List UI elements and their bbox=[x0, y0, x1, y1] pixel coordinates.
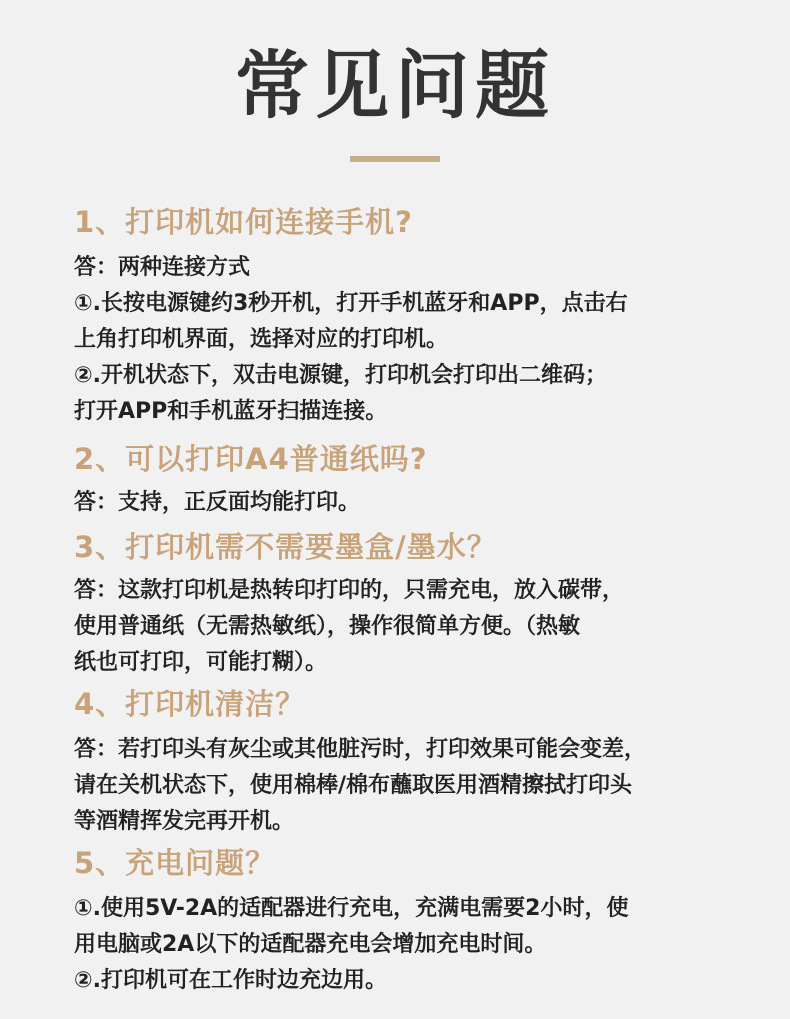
faq-answer-4 bbox=[74, 732, 754, 840]
faq-answer-line: 使用普通纸（无需热敏纸），操作很简单方便。（热敏 bbox=[74, 614, 581, 639]
faq-question-5: 5、充电问题？ bbox=[74, 846, 276, 880]
faq-answer-line: ①.使用5V-2A的适配器进行充电，充满电需要2小时，使 bbox=[74, 896, 629, 921]
faq-answer-2 bbox=[74, 485, 754, 521]
faq-question-3: 3、打印机需不需要墨盒/墨水？ bbox=[74, 530, 497, 564]
faq-answer-line: 答：两种连接方式 bbox=[74, 255, 251, 280]
faq-item-1 bbox=[74, 204, 754, 430]
faq-answer-line: ①.长按电源键约3秒开机，打开手机蓝牙和APP，点击右 bbox=[74, 291, 628, 316]
faq-question-1: 1、打印机如何连接手机? bbox=[74, 205, 414, 239]
faq-answer-line: 打开APP和手机蓝牙扫描连接。 bbox=[74, 399, 388, 424]
faq-answer-line: 等酒精挥发完再开机。 bbox=[74, 809, 295, 834]
faq-item-2 bbox=[74, 441, 754, 521]
faq-answer-line: 纸也可打印，可能打糊）。 bbox=[74, 650, 328, 675]
faq-item-3 bbox=[74, 529, 754, 681]
faq-answer-line: ②.开机状态下，双击电源键，打印机会打印出二维码； bbox=[74, 363, 607, 388]
faq-answer-5 bbox=[74, 891, 754, 999]
faq-question-2: 2、可以打印A4普通纸吗? bbox=[74, 442, 428, 476]
faq-item-4 bbox=[74, 686, 754, 840]
faq-answer-line: 用电脑或2A以下的适配器充电会增加充电时间。 bbox=[74, 932, 547, 957]
faq-answer-line: 答：支持，正反面均能打印。 bbox=[74, 490, 361, 515]
faq-item-5 bbox=[74, 845, 754, 999]
faq-answer-line: ②.打印机可在工作时边充边用。 bbox=[74, 968, 387, 993]
faq-answer-line: 答：若打印头有灰尘或其他脏污时，打印效果可能会变差， bbox=[74, 737, 647, 762]
faq-answer-line: 请在关机状态下，使用棉棒/棉布蘸取医用酒精擦拭打印头 bbox=[74, 773, 633, 798]
faq-answer-line: 上角打印机界面，选择对应的打印机。 bbox=[74, 327, 449, 352]
faq-question-4: 4、打印机清洁？ bbox=[74, 687, 306, 721]
page-title: 常见问题 bbox=[235, 43, 555, 129]
title-divider bbox=[350, 156, 440, 162]
faq-answer-3 bbox=[74, 573, 754, 681]
faq-answer-1 bbox=[74, 250, 754, 430]
faq-answer-line: 答：这款打印机是热转印打印的，只需充电，放入碳带， bbox=[74, 578, 625, 603]
